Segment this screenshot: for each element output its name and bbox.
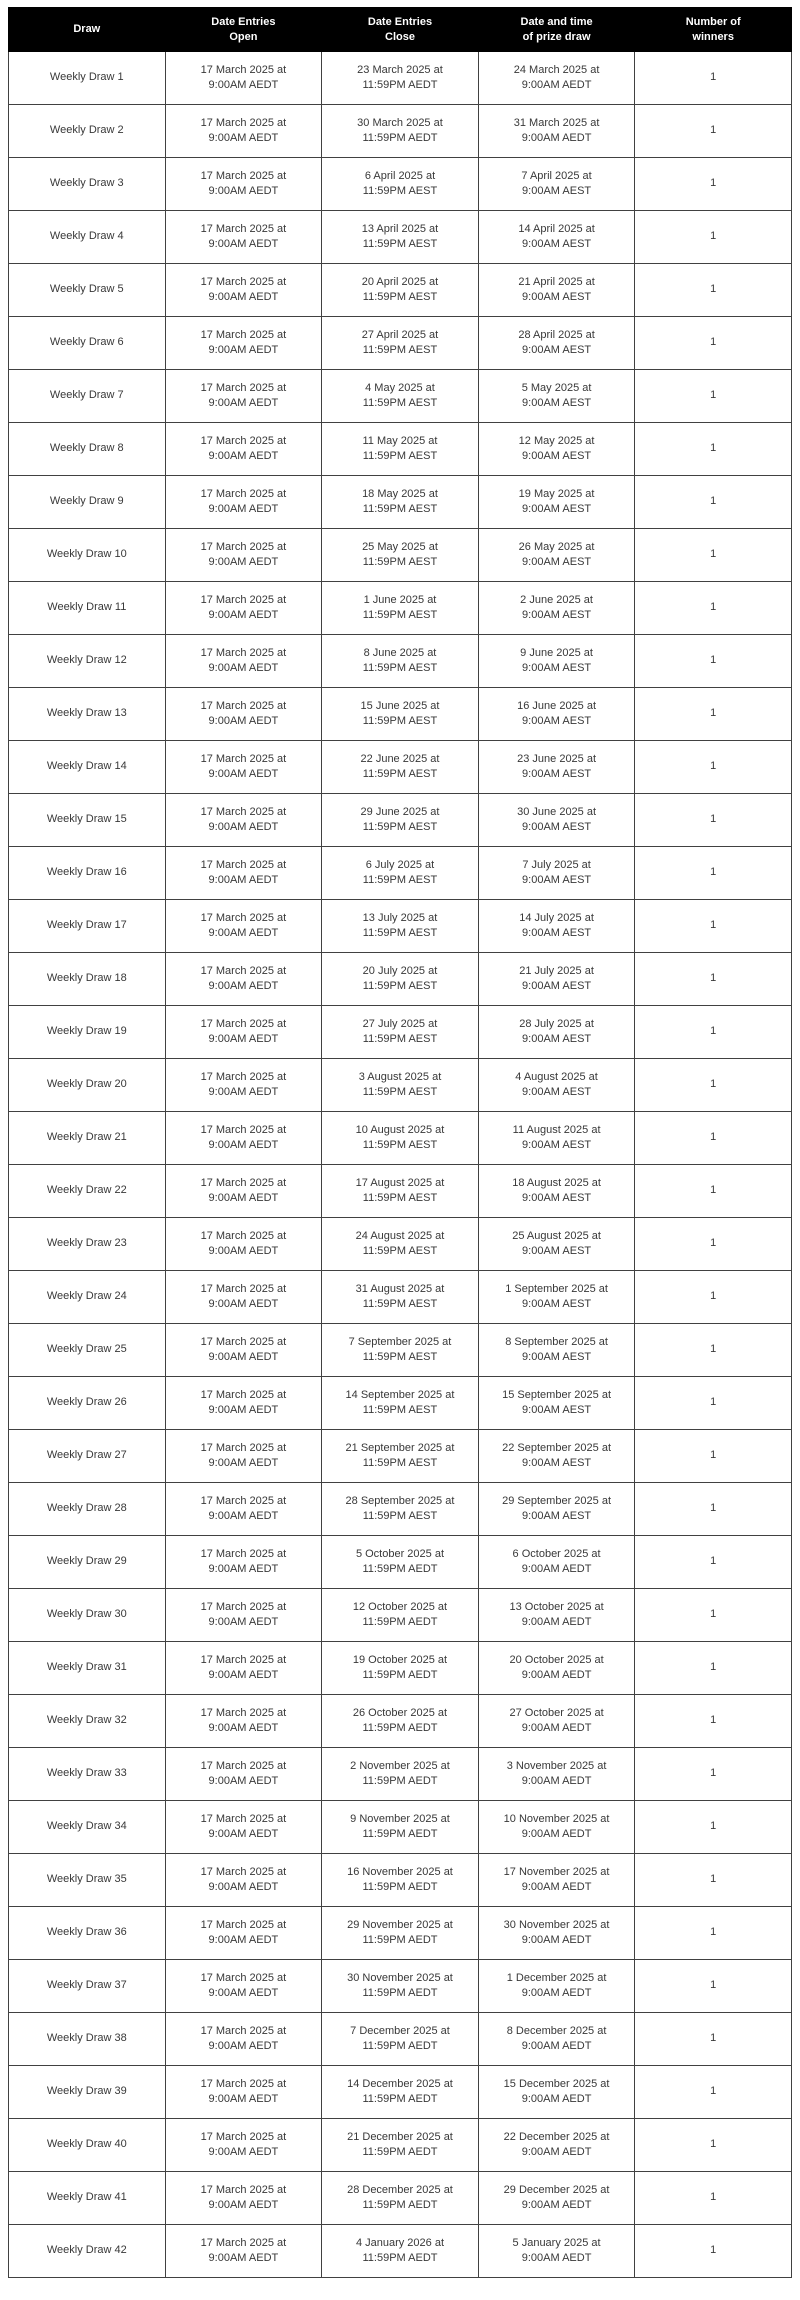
cell-draw: Weekly Draw 34 [9, 1801, 166, 1854]
cell-open: 17 March 2025 at 9:00AM AEDT [165, 1059, 322, 1112]
cell-draw: Weekly Draw 23 [9, 1218, 166, 1271]
cell-open: 17 March 2025 at 9:00AM AEDT [165, 52, 322, 105]
cell-winners: 1 [635, 1324, 792, 1377]
cell-open: 17 March 2025 at 9:00AM AEDT [165, 1748, 322, 1801]
cell-open: 17 March 2025 at 9:00AM AEDT [165, 582, 322, 635]
table-row [9, 1642, 792, 1695]
table-row [9, 953, 792, 1006]
cell-close: 14 December 2025 at 11:59PM AEDT [322, 2066, 479, 2119]
cell-open: 17 March 2025 at 9:00AM AEDT [165, 1218, 322, 1271]
cell-winners: 1 [635, 105, 792, 158]
cell-open: 17 March 2025 at 9:00AM AEDT [165, 688, 322, 741]
table-row [9, 900, 792, 953]
cell-open: 17 March 2025 at 9:00AM AEDT [165, 1642, 322, 1695]
cell-winners: 1 [635, 476, 792, 529]
cell-close: 28 December 2025 at 11:59PM AEDT [322, 2172, 479, 2225]
table-row [9, 741, 792, 794]
cell-draw: Weekly Draw 33 [9, 1748, 166, 1801]
cell-winners: 1 [635, 741, 792, 794]
cell-close: 4 January 2026 at 11:59PM AEDT [322, 2225, 479, 2278]
cell-winners: 1 [635, 1165, 792, 1218]
cell-draw: Weekly Draw 4 [9, 211, 166, 264]
table-row [9, 2066, 792, 2119]
cell-open: 17 March 2025 at 9:00AM AEDT [165, 900, 322, 953]
cell-prize: 9 June 2025 at 9:00AM AEST [478, 635, 635, 688]
cell-prize: 2 June 2025 at 9:00AM AEST [478, 582, 635, 635]
table-row [9, 847, 792, 900]
cell-draw: Weekly Draw 18 [9, 953, 166, 1006]
cell-prize: 15 December 2025 at 9:00AM AEDT [478, 2066, 635, 2119]
cell-draw: Weekly Draw 26 [9, 1377, 166, 1430]
cell-prize: 6 October 2025 at 9:00AM AEDT [478, 1536, 635, 1589]
cell-prize: 15 September 2025 at 9:00AM AEST [478, 1377, 635, 1430]
cell-close: 8 June 2025 at 11:59PM AEST [322, 635, 479, 688]
cell-winners: 1 [635, 582, 792, 635]
table-body [9, 52, 792, 2278]
cell-open: 17 March 2025 at 9:00AM AEDT [165, 1801, 322, 1854]
table-row [9, 317, 792, 370]
table-row [9, 635, 792, 688]
table-row [9, 370, 792, 423]
cell-open: 17 March 2025 at 9:00AM AEDT [165, 1006, 322, 1059]
cell-open: 17 March 2025 at 9:00AM AEDT [165, 741, 322, 794]
cell-draw: Weekly Draw 10 [9, 529, 166, 582]
cell-prize: 16 June 2025 at 9:00AM AEST [478, 688, 635, 741]
table-row [9, 1483, 792, 1536]
cell-draw: Weekly Draw 40 [9, 2119, 166, 2172]
table-row [9, 688, 792, 741]
prize-draw-schedule-table [8, 7, 792, 2278]
table-row [9, 1589, 792, 1642]
cell-open: 17 March 2025 at 9:00AM AEDT [165, 158, 322, 211]
cell-prize: 21 April 2025 at 9:00AM AEST [478, 264, 635, 317]
table-header [9, 8, 792, 52]
table-row [9, 1324, 792, 1377]
cell-prize: 29 December 2025 at 9:00AM AEDT [478, 2172, 635, 2225]
cell-winners: 1 [635, 1006, 792, 1059]
cell-open: 17 March 2025 at 9:00AM AEDT [165, 1536, 322, 1589]
cell-winners: 1 [635, 635, 792, 688]
table-row [9, 1165, 792, 1218]
cell-prize: 17 November 2025 at 9:00AM AEDT [478, 1854, 635, 1907]
cell-open: 17 March 2025 at 9:00AM AEDT [165, 635, 322, 688]
cell-close: 16 November 2025 at 11:59PM AEDT [322, 1854, 479, 1907]
cell-draw: Weekly Draw 42 [9, 2225, 166, 2278]
cell-close: 1 June 2025 at 11:59PM AEST [322, 582, 479, 635]
cell-draw: Weekly Draw 41 [9, 2172, 166, 2225]
cell-prize: 14 July 2025 at 9:00AM AEST [478, 900, 635, 953]
table-row [9, 1218, 792, 1271]
cell-open: 17 March 2025 at 9:00AM AEDT [165, 1324, 322, 1377]
cell-close: 4 May 2025 at 11:59PM AEST [322, 370, 479, 423]
table-row [9, 1059, 792, 1112]
table-row [9, 1854, 792, 1907]
cell-prize: 27 October 2025 at 9:00AM AEDT [478, 1695, 635, 1748]
cell-open: 17 March 2025 at 9:00AM AEDT [165, 1112, 322, 1165]
cell-draw: Weekly Draw 15 [9, 794, 166, 847]
column-header-open: Date Entries Open [165, 8, 322, 52]
cell-prize: 18 August 2025 at 9:00AM AEST [478, 1165, 635, 1218]
cell-winners: 1 [635, 2013, 792, 2066]
cell-close: 5 October 2025 at 11:59PM AEDT [322, 1536, 479, 1589]
table-row [9, 1801, 792, 1854]
cell-close: 14 September 2025 at 11:59PM AEST [322, 1377, 479, 1430]
cell-prize: 19 May 2025 at 9:00AM AEST [478, 476, 635, 529]
cell-draw: Weekly Draw 20 [9, 1059, 166, 1112]
cell-prize: 26 May 2025 at 9:00AM AEST [478, 529, 635, 582]
cell-prize: 14 April 2025 at 9:00AM AEST [478, 211, 635, 264]
table-row [9, 1748, 792, 1801]
cell-close: 6 April 2025 at 11:59PM AEST [322, 158, 479, 211]
column-header-close: Date Entries Close [322, 8, 479, 52]
table-row [9, 2225, 792, 2278]
cell-close: 13 July 2025 at 11:59PM AEST [322, 900, 479, 953]
cell-draw: Weekly Draw 12 [9, 635, 166, 688]
cell-close: 31 August 2025 at 11:59PM AEST [322, 1271, 479, 1324]
cell-close: 15 June 2025 at 11:59PM AEST [322, 688, 479, 741]
cell-close: 25 May 2025 at 11:59PM AEST [322, 529, 479, 582]
cell-draw: Weekly Draw 6 [9, 317, 166, 370]
cell-close: 17 August 2025 at 11:59PM AEST [322, 1165, 479, 1218]
cell-open: 17 March 2025 at 9:00AM AEDT [165, 370, 322, 423]
cell-prize: 3 November 2025 at 9:00AM AEDT [478, 1748, 635, 1801]
cell-open: 17 March 2025 at 9:00AM AEDT [165, 423, 322, 476]
cell-winners: 1 [635, 1430, 792, 1483]
cell-draw: Weekly Draw 8 [9, 423, 166, 476]
cell-winners: 1 [635, 2225, 792, 2278]
cell-draw: Weekly Draw 38 [9, 2013, 166, 2066]
cell-open: 17 March 2025 at 9:00AM AEDT [165, 1430, 322, 1483]
cell-draw: Weekly Draw 7 [9, 370, 166, 423]
cell-close: 29 November 2025 at 11:59PM AEDT [322, 1907, 479, 1960]
cell-draw: Weekly Draw 13 [9, 688, 166, 741]
cell-draw: Weekly Draw 19 [9, 1006, 166, 1059]
cell-winners: 1 [635, 794, 792, 847]
cell-close: 6 July 2025 at 11:59PM AEST [322, 847, 479, 900]
cell-winners: 1 [635, 1695, 792, 1748]
cell-close: 30 March 2025 at 11:59PM AEDT [322, 105, 479, 158]
table-row [9, 1112, 792, 1165]
table-row [9, 52, 792, 105]
cell-winners: 1 [635, 1907, 792, 1960]
cell-close: 24 August 2025 at 11:59PM AEST [322, 1218, 479, 1271]
cell-winners: 1 [635, 1854, 792, 1907]
table-row [9, 264, 792, 317]
cell-winners: 1 [635, 317, 792, 370]
table-row [9, 1271, 792, 1324]
cell-open: 17 March 2025 at 9:00AM AEDT [165, 2225, 322, 2278]
cell-close: 21 December 2025 at 11:59PM AEDT [322, 2119, 479, 2172]
cell-winners: 1 [635, 264, 792, 317]
cell-open: 17 March 2025 at 9:00AM AEDT [165, 953, 322, 1006]
cell-close: 28 September 2025 at 11:59PM AEST [322, 1483, 479, 1536]
cell-close: 11 May 2025 at 11:59PM AEST [322, 423, 479, 476]
cell-winners: 1 [635, 1377, 792, 1430]
cell-prize: 30 November 2025 at 9:00AM AEDT [478, 1907, 635, 1960]
cell-winners: 1 [635, 847, 792, 900]
table-row [9, 582, 792, 635]
cell-winners: 1 [635, 1589, 792, 1642]
cell-prize: 1 September 2025 at 9:00AM AEST [478, 1271, 635, 1324]
table-row [9, 1430, 792, 1483]
cell-winners: 1 [635, 158, 792, 211]
cell-winners: 1 [635, 1801, 792, 1854]
cell-open: 17 March 2025 at 9:00AM AEDT [165, 1589, 322, 1642]
cell-draw: Weekly Draw 30 [9, 1589, 166, 1642]
table-row [9, 476, 792, 529]
cell-prize: 4 August 2025 at 9:00AM AEST [478, 1059, 635, 1112]
cell-open: 17 March 2025 at 9:00AM AEDT [165, 529, 322, 582]
cell-prize: 28 July 2025 at 9:00AM AEST [478, 1006, 635, 1059]
cell-winners: 1 [635, 953, 792, 1006]
column-header-prize: Date and time of prize draw [478, 8, 635, 52]
cell-draw: Weekly Draw 16 [9, 847, 166, 900]
cell-draw: Weekly Draw 36 [9, 1907, 166, 1960]
cell-close: 13 April 2025 at 11:59PM AEST [322, 211, 479, 264]
cell-open: 17 March 2025 at 9:00AM AEDT [165, 317, 322, 370]
table-row [9, 2119, 792, 2172]
cell-prize: 5 May 2025 at 9:00AM AEST [478, 370, 635, 423]
cell-draw: Weekly Draw 32 [9, 1695, 166, 1748]
cell-close: 18 May 2025 at 11:59PM AEST [322, 476, 479, 529]
cell-prize: 13 October 2025 at 9:00AM AEDT [478, 1589, 635, 1642]
cell-winners: 1 [635, 211, 792, 264]
cell-winners: 1 [635, 2172, 792, 2225]
cell-winners: 1 [635, 1748, 792, 1801]
cell-open: 17 March 2025 at 9:00AM AEDT [165, 847, 322, 900]
cell-winners: 1 [635, 688, 792, 741]
cell-close: 20 July 2025 at 11:59PM AEST [322, 953, 479, 1006]
cell-winners: 1 [635, 2066, 792, 2119]
cell-draw: Weekly Draw 27 [9, 1430, 166, 1483]
cell-draw: Weekly Draw 11 [9, 582, 166, 635]
cell-winners: 1 [635, 52, 792, 105]
table-row [9, 1907, 792, 1960]
table-row [9, 211, 792, 264]
cell-open: 17 March 2025 at 9:00AM AEDT [165, 794, 322, 847]
cell-prize: 29 September 2025 at 9:00AM AEST [478, 1483, 635, 1536]
cell-open: 17 March 2025 at 9:00AM AEDT [165, 1960, 322, 2013]
table-row [9, 158, 792, 211]
cell-close: 19 October 2025 at 11:59PM AEDT [322, 1642, 479, 1695]
cell-close: 12 October 2025 at 11:59PM AEDT [322, 1589, 479, 1642]
cell-prize: 7 July 2025 at 9:00AM AEST [478, 847, 635, 900]
cell-winners: 1 [635, 1059, 792, 1112]
cell-prize: 10 November 2025 at 9:00AM AEDT [478, 1801, 635, 1854]
cell-open: 17 March 2025 at 9:00AM AEDT [165, 1695, 322, 1748]
cell-draw: Weekly Draw 5 [9, 264, 166, 317]
cell-prize: 11 August 2025 at 9:00AM AEST [478, 1112, 635, 1165]
cell-draw: Weekly Draw 24 [9, 1271, 166, 1324]
cell-draw: Weekly Draw 14 [9, 741, 166, 794]
cell-prize: 12 May 2025 at 9:00AM AEST [478, 423, 635, 476]
cell-close: 30 November 2025 at 11:59PM AEDT [322, 1960, 479, 2013]
cell-winners: 1 [635, 1112, 792, 1165]
cell-winners: 1 [635, 1536, 792, 1589]
cell-draw: Weekly Draw 25 [9, 1324, 166, 1377]
cell-close: 10 August 2025 at 11:59PM AEST [322, 1112, 479, 1165]
cell-open: 17 March 2025 at 9:00AM AEDT [165, 476, 322, 529]
cell-prize: 22 December 2025 at 9:00AM AEDT [478, 2119, 635, 2172]
cell-open: 17 March 2025 at 9:00AM AEDT [165, 211, 322, 264]
cell-prize: 1 December 2025 at 9:00AM AEDT [478, 1960, 635, 2013]
table-row [9, 1377, 792, 1430]
cell-prize: 25 August 2025 at 9:00AM AEST [478, 1218, 635, 1271]
cell-winners: 1 [635, 1218, 792, 1271]
cell-draw: Weekly Draw 1 [9, 52, 166, 105]
cell-winners: 1 [635, 1960, 792, 2013]
cell-open: 17 March 2025 at 9:00AM AEDT [165, 1271, 322, 1324]
cell-draw: Weekly Draw 9 [9, 476, 166, 529]
cell-open: 17 March 2025 at 9:00AM AEDT [165, 105, 322, 158]
table-row [9, 105, 792, 158]
cell-prize: 5 January 2025 at 9:00AM AEDT [478, 2225, 635, 2278]
cell-close: 26 October 2025 at 11:59PM AEDT [322, 1695, 479, 1748]
cell-winners: 1 [635, 423, 792, 476]
cell-prize: 28 April 2025 at 9:00AM AEST [478, 317, 635, 370]
cell-winners: 1 [635, 529, 792, 582]
cell-open: 17 March 2025 at 9:00AM AEDT [165, 2172, 322, 2225]
table-row [9, 529, 792, 582]
cell-winners: 1 [635, 2119, 792, 2172]
cell-close: 7 September 2025 at 11:59PM AEST [322, 1324, 479, 1377]
cell-winners: 1 [635, 1271, 792, 1324]
cell-open: 17 March 2025 at 9:00AM AEDT [165, 264, 322, 317]
cell-close: 27 July 2025 at 11:59PM AEST [322, 1006, 479, 1059]
cell-open: 17 March 2025 at 9:00AM AEDT [165, 2119, 322, 2172]
cell-close: 27 April 2025 at 11:59PM AEST [322, 317, 479, 370]
cell-winners: 1 [635, 1483, 792, 1536]
cell-prize: 23 June 2025 at 9:00AM AEST [478, 741, 635, 794]
cell-open: 17 March 2025 at 9:00AM AEDT [165, 1165, 322, 1218]
cell-open: 17 March 2025 at 9:00AM AEDT [165, 1907, 322, 1960]
cell-draw: Weekly Draw 2 [9, 105, 166, 158]
cell-winners: 1 [635, 1642, 792, 1695]
cell-draw: Weekly Draw 22 [9, 1165, 166, 1218]
cell-open: 17 March 2025 at 9:00AM AEDT [165, 1377, 322, 1430]
cell-prize: 31 March 2025 at 9:00AM AEDT [478, 105, 635, 158]
cell-open: 17 March 2025 at 9:00AM AEDT [165, 1854, 322, 1907]
cell-prize: 20 October 2025 at 9:00AM AEDT [478, 1642, 635, 1695]
cell-close: 2 November 2025 at 11:59PM AEDT [322, 1748, 479, 1801]
cell-draw: Weekly Draw 29 [9, 1536, 166, 1589]
cell-open: 17 March 2025 at 9:00AM AEDT [165, 1483, 322, 1536]
cell-draw: Weekly Draw 31 [9, 1642, 166, 1695]
cell-prize: 24 March 2025 at 9:00AM AEDT [478, 52, 635, 105]
cell-close: 3 August 2025 at 11:59PM AEST [322, 1059, 479, 1112]
cell-prize: 21 July 2025 at 9:00AM AEST [478, 953, 635, 1006]
cell-close: 21 September 2025 at 11:59PM AEST [322, 1430, 479, 1483]
cell-draw: Weekly Draw 39 [9, 2066, 166, 2119]
cell-prize: 30 June 2025 at 9:00AM AEST [478, 794, 635, 847]
table-row [9, 2172, 792, 2225]
cell-close: 20 April 2025 at 11:59PM AEST [322, 264, 479, 317]
cell-winners: 1 [635, 370, 792, 423]
cell-close: 29 June 2025 at 11:59PM AEST [322, 794, 479, 847]
cell-draw: Weekly Draw 28 [9, 1483, 166, 1536]
cell-open: 17 March 2025 at 9:00AM AEDT [165, 2013, 322, 2066]
table-row [9, 1960, 792, 2013]
cell-prize: 22 September 2025 at 9:00AM AEST [478, 1430, 635, 1483]
cell-close: 23 March 2025 at 11:59PM AEDT [322, 52, 479, 105]
cell-open: 17 March 2025 at 9:00AM AEDT [165, 2066, 322, 2119]
column-header-winners: Number of winners [635, 8, 792, 52]
table-row [9, 2013, 792, 2066]
cell-close: 9 November 2025 at 11:59PM AEDT [322, 1801, 479, 1854]
cell-draw: Weekly Draw 17 [9, 900, 166, 953]
cell-draw: Weekly Draw 37 [9, 1960, 166, 2013]
table-row [9, 1536, 792, 1589]
cell-prize: 8 September 2025 at 9:00AM AEST [478, 1324, 635, 1377]
cell-draw: Weekly Draw 21 [9, 1112, 166, 1165]
cell-draw: Weekly Draw 35 [9, 1854, 166, 1907]
column-header-draw: Draw [9, 8, 166, 52]
table-row [9, 794, 792, 847]
table-row [9, 1695, 792, 1748]
table-row [9, 1006, 792, 1059]
cell-draw: Weekly Draw 3 [9, 158, 166, 211]
header-row [9, 8, 792, 52]
table-row [9, 423, 792, 476]
cell-winners: 1 [635, 900, 792, 953]
cell-close: 22 June 2025 at 11:59PM AEST [322, 741, 479, 794]
cell-close: 7 December 2025 at 11:59PM AEDT [322, 2013, 479, 2066]
cell-prize: 7 April 2025 at 9:00AM AEST [478, 158, 635, 211]
cell-prize: 8 December 2025 at 9:00AM AEDT [478, 2013, 635, 2066]
